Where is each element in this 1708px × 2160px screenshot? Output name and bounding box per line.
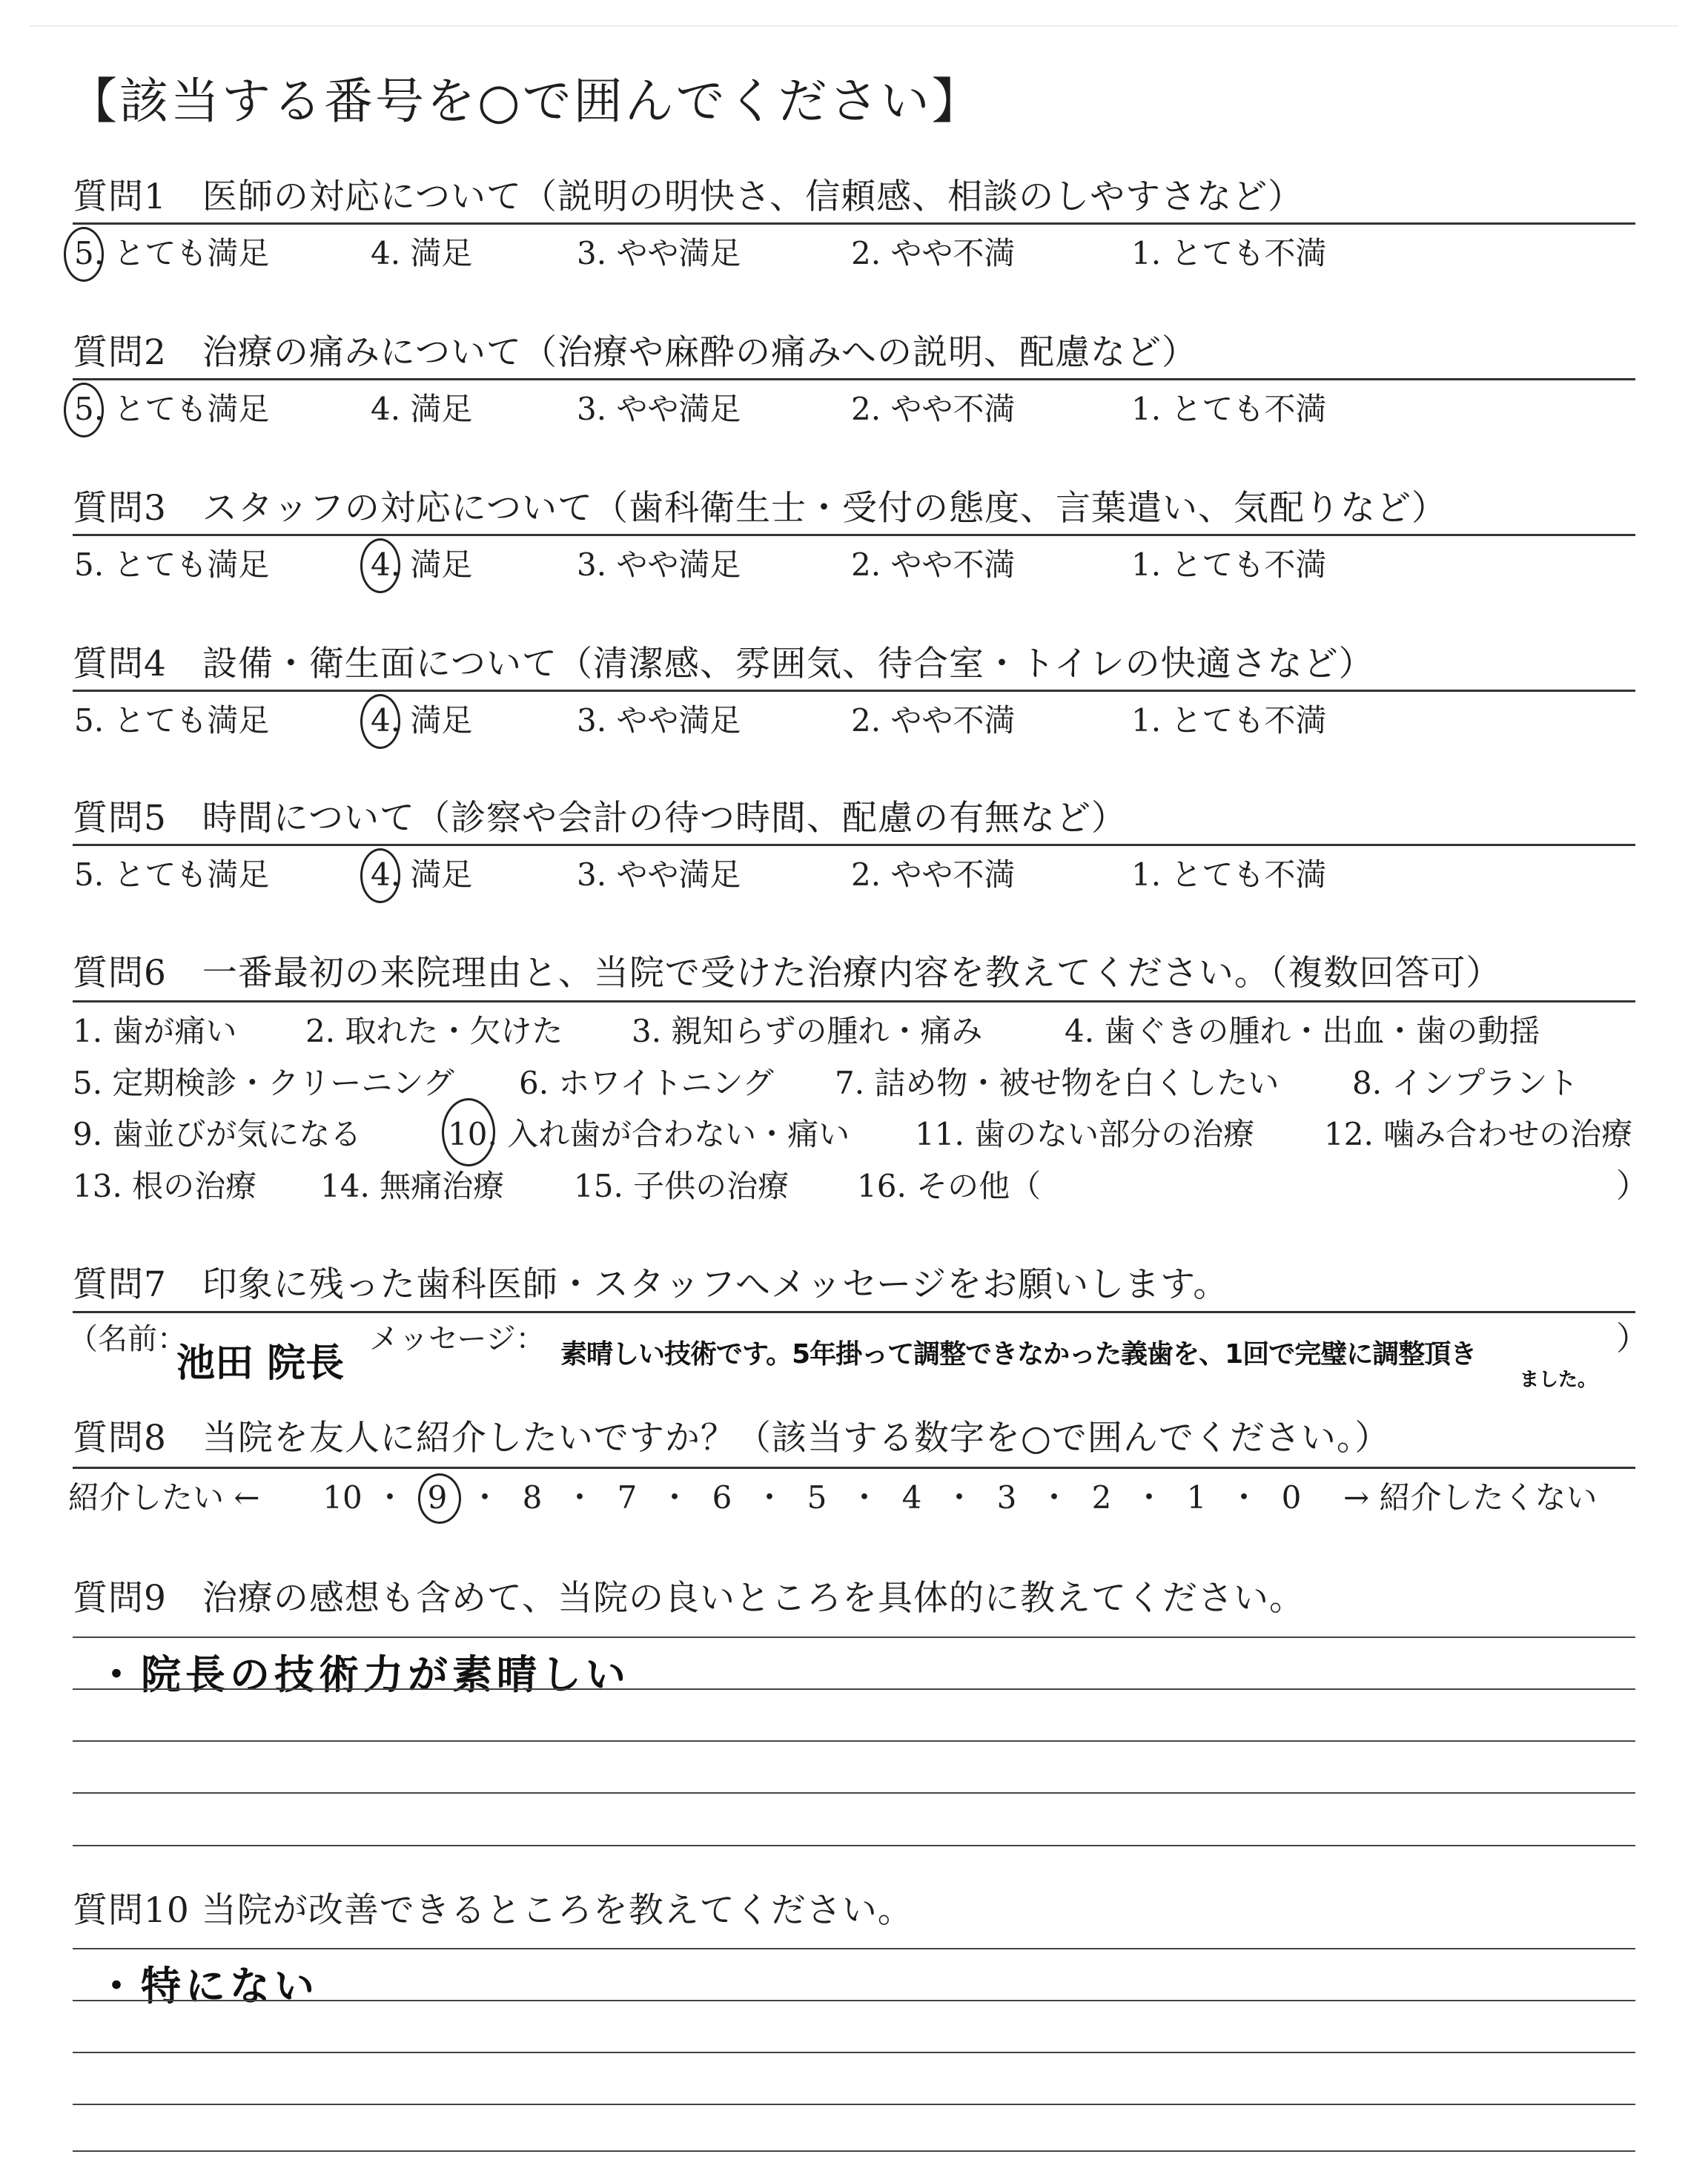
q9-title: 質問9 治療の感想も含めて、当院の良いところを具体的に教えてください。: [73, 1578, 1305, 1619]
q1-title: 質問1 医師の対応について（説明の明快さ、信頼感、相談のしやすさなど）: [73, 176, 1304, 217]
q8-right-label: → 紹介したくない: [1343, 1479, 1598, 1516]
q2-option-3[interactable]: 3. やや満足: [577, 391, 741, 427]
q6-option-3[interactable]: 3. 親知らずの腫れ・痛み: [632, 1013, 983, 1049]
q10-answer: ・特にない: [96, 1963, 319, 2009]
q1-rule: [73, 222, 1635, 225]
q8-separator: ・: [848, 1479, 880, 1516]
q8-separator: ・: [563, 1479, 595, 1516]
q1-option-4[interactable]: 4. 満足: [371, 235, 473, 271]
q10-title: 質問10 当院が改善できるところを教えてください。: [73, 1890, 913, 1931]
q7-rule: [73, 1311, 1635, 1313]
q4-option-1[interactable]: 1. とても不満: [1131, 702, 1327, 739]
q8-scale-2[interactable]: 2: [1091, 1479, 1112, 1516]
q9-rule-1: [73, 1636, 1635, 1638]
q8-scale-0[interactable]: 0: [1281, 1479, 1302, 1516]
q2-selection-circle: [64, 383, 104, 437]
q6-option-13[interactable]: 13. 根の治療: [73, 1168, 257, 1204]
q9-rule-2: [73, 1688, 1635, 1690]
q6-option-14[interactable]: 14. 無痛治療: [320, 1168, 505, 1204]
q6-option-10[interactable]: 10. 入れ歯が合わない・痛い: [448, 1116, 850, 1152]
q5-selection-circle: [360, 848, 400, 903]
q8-separator: ・: [1038, 1479, 1070, 1516]
q3-option-3[interactable]: 3. やや満足: [577, 546, 741, 583]
q6-selection-circle: [442, 1098, 495, 1166]
q8-separator: ・: [1228, 1479, 1260, 1516]
q3-option-2[interactable]: 2. やや不満: [851, 546, 1016, 583]
q1-option-3[interactable]: 3. やや満足: [577, 235, 741, 271]
q10-rule-1: [73, 1948, 1635, 1949]
q2-title: 質問2 治療の痛みについて（治療や麻酔の痛みへの説明、配慮など）: [73, 332, 1198, 373]
q8-title: 質問8 当院を友人に紹介したいですか？（該当する数字を○で囲んでください。）: [73, 1418, 1391, 1459]
q8-scale-8[interactable]: 8: [522, 1479, 543, 1516]
q5-option-5[interactable]: 5. とても満足: [74, 856, 270, 893]
q3-title: 質問3 スタッフの対応について（歯科衛生士・受付の態度、言葉遣い、気配りなど）: [73, 488, 1447, 529]
q6-option-5[interactable]: 5. 定期検診・クリーニング: [73, 1065, 454, 1101]
q7-message-cont: ました。: [1520, 1369, 1598, 1391]
q9-answer: ・院長の技術力が素晴しい: [96, 1651, 630, 1698]
q8-rule: [73, 1467, 1635, 1469]
q7-close-paren: ）: [1616, 1320, 1649, 1358]
q4-option-5[interactable]: 5. とても満足: [74, 702, 270, 739]
q6-option-6[interactable]: 6. ホワイトニング: [519, 1065, 774, 1101]
q3-rule: [73, 534, 1635, 536]
q7-message-value: 素晴しい技術です。5年掛って調整できなかった義歯を、1回で完璧に調整頂き: [560, 1339, 1477, 1370]
q6-option-1[interactable]: 1. 歯が痛い: [73, 1013, 237, 1049]
q3-selection-circle: [360, 538, 400, 593]
q2-option-1[interactable]: 1. とても不満: [1131, 391, 1327, 427]
q8-scale-10[interactable]: 10: [322, 1479, 363, 1516]
q10-rule-4: [73, 2104, 1635, 2105]
q8-scale-1[interactable]: 1: [1186, 1479, 1207, 1516]
q6-close-paren: ）: [1616, 1167, 1649, 1205]
q7-title: 質問7 印象に残った歯科医師・スタッフへメッセージをお願いします。: [73, 1264, 1229, 1305]
q10-rule-5: [73, 2150, 1635, 2152]
q9-rule-4: [73, 1792, 1635, 1794]
q10-rule-3: [73, 2052, 1635, 2053]
q4-option-2[interactable]: 2. やや不満: [851, 702, 1016, 739]
q8-separator: ・: [753, 1479, 785, 1516]
q2-option-2[interactable]: 2. やや不満: [851, 391, 1016, 427]
q6-option-2[interactable]: 2. 取れた・欠けた: [305, 1013, 563, 1049]
q6-option-9[interactable]: 9. 歯並びが気になる: [73, 1116, 362, 1152]
q1-selection-circle: [64, 227, 104, 282]
q6-option-4[interactable]: 4. 歯ぐきの腫れ・出血・歯の動揺: [1065, 1013, 1540, 1049]
q8-separator: ・: [374, 1479, 406, 1516]
q6-title: 質問6 一番最初の来院理由と、当院で受けた治療内容を教えてください。（複数回答可）: [73, 953, 1502, 994]
q8-scale-5[interactable]: 5: [807, 1479, 827, 1516]
q1-option-2[interactable]: 2. やや不満: [851, 235, 1016, 271]
q6-option-16[interactable]: 16. その他（: [857, 1168, 1042, 1204]
q2-option-4[interactable]: 4. 満足: [371, 391, 473, 427]
q5-rule: [73, 844, 1635, 846]
q8-selection-circle: [418, 1473, 461, 1524]
q6-rule: [73, 1000, 1635, 1003]
q4-title: 質問4 設備・衛生面について（清潔感、雰囲気、待合室・トイレの快適さなど）: [73, 644, 1374, 684]
q6-option-15[interactable]: 15. 子供の治療: [574, 1168, 790, 1204]
q8-scale-9[interactable]: 9: [427, 1479, 448, 1516]
q8-left-label: 紹介したい ←: [68, 1479, 260, 1516]
q8-scale-4[interactable]: 4: [901, 1479, 922, 1516]
q3-option-4[interactable]: 4. 満足: [371, 546, 473, 583]
q2-rule: [73, 378, 1635, 380]
q7-message-label: メッセージ：: [369, 1322, 546, 1356]
q8-separator: ・: [469, 1479, 500, 1516]
q5-option-2[interactable]: 2. やや不満: [851, 856, 1016, 893]
top-edge-line: [30, 25, 1678, 27]
q8-scale-7[interactable]: 7: [617, 1479, 638, 1516]
q8-separator: ・: [1133, 1479, 1165, 1516]
q6-option-11[interactable]: 11. 歯のない部分の治療: [915, 1116, 1255, 1152]
q4-rule: [73, 690, 1635, 692]
q8-separator: ・: [943, 1479, 975, 1516]
q10-rule-2: [73, 2000, 1635, 2001]
q4-option-4[interactable]: 4. 満足: [371, 702, 473, 739]
q9-rule-3: [73, 1740, 1635, 1742]
q7-name-label: （名前：: [68, 1322, 187, 1356]
q5-option-1[interactable]: 1. とても不満: [1131, 856, 1327, 893]
q9-rule-5: [73, 1845, 1635, 1846]
q3-option-5[interactable]: 5. とても満足: [74, 546, 270, 583]
q2-option-5[interactable]: 5. とても満足: [74, 391, 270, 427]
q6-option-8[interactable]: 8. インプラント: [1352, 1065, 1579, 1101]
q8-scale-6[interactable]: 6: [712, 1479, 732, 1516]
q5-option-3[interactable]: 3. やや満足: [577, 856, 741, 893]
q1-option-1[interactable]: 1. とても不満: [1131, 235, 1327, 271]
q7-name-value: 池田 院長: [176, 1341, 345, 1386]
q3-option-1[interactable]: 1. とても不満: [1131, 546, 1327, 583]
page-title: 【該当する番号を○で囲んでください】: [68, 73, 983, 130]
q4-selection-circle: [360, 694, 400, 749]
q8-separator: ・: [658, 1479, 690, 1516]
q6-option-7[interactable]: 7. 詰め物・被せ物を白くしたい: [835, 1065, 1280, 1101]
q8-scale-3[interactable]: 3: [996, 1479, 1017, 1516]
q4-option-3[interactable]: 3. やや満足: [577, 702, 741, 739]
q5-title: 質問5 時間について（診察や会計の待つ時間、配慮の有無など）: [73, 798, 1127, 839]
q5-option-4[interactable]: 4. 満足: [371, 856, 473, 893]
q1-option-5[interactable]: 5. とても満足: [74, 235, 270, 271]
q6-option-12[interactable]: 12. 噛み合わせの治療: [1324, 1116, 1633, 1152]
